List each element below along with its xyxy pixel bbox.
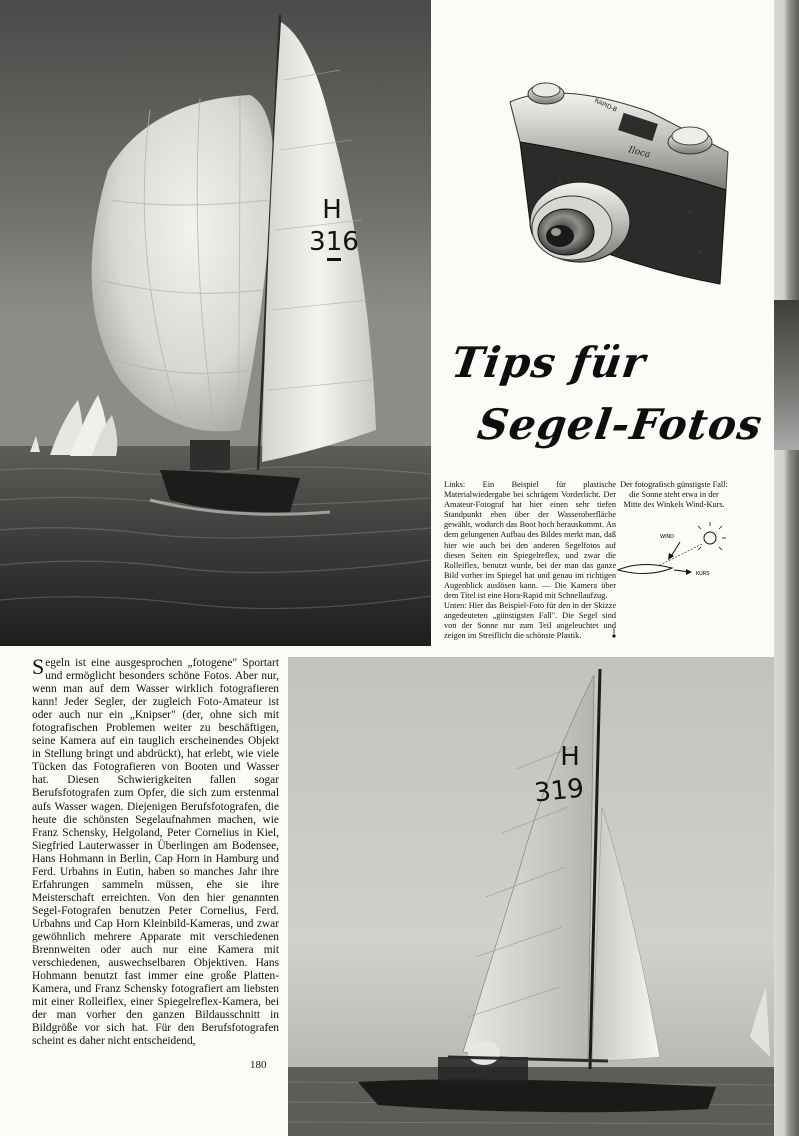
headline <box>442 338 772 456</box>
caption-right: Der fotografisch günstigste Fall: die Sonne steht etwa in der Mitte des Winkels Wind-Kurs. <box>620 480 728 510</box>
boat-outline-icon <box>618 564 672 573</box>
drop-cap: S <box>32 654 45 679</box>
headline-line-1: Tips für <box>448 338 650 387</box>
camera-brand: Iloca <box>627 145 652 161</box>
sail-number-top: 316 <box>309 227 359 257</box>
sail-number-letter-bottom: H <box>560 742 580 772</box>
photo-spinnaker-graphic <box>0 0 431 646</box>
photo-sailboat-graphic <box>288 657 774 1136</box>
sun-icon <box>698 522 726 550</box>
sail-number-bottom: 319 <box>532 773 586 809</box>
article-body <box>32 654 279 1048</box>
wind-label: WIND <box>660 534 675 540</box>
caption-left-para-2: Unten: Hier das Beispiel-Foto für den in der Skizze angedeuteten „günstigsten Fall". Die Segel sind von der Sonne nur zum Teil angeleuchtet und zeigen im Streiflicht die schönste Plastik. <box>444 601 616 641</box>
camera-graphic <box>500 72 736 292</box>
marker-icon <box>612 628 615 638</box>
wind-course-diagram <box>612 520 732 640</box>
caption-left <box>444 480 616 642</box>
photo-spinnaker-yacht <box>0 0 431 646</box>
sail-number-letter-top: H <box>322 195 342 225</box>
photo-sailboat-h319 <box>288 657 774 1136</box>
camera-model: RAPID-B <box>593 97 619 114</box>
article-body-text: egeln ist eine ausgesprochen „fotogene" Sportart und ermöglicht besonders schöne Fotos. Aber nur, wenn man auf dem Wasser wirklich fotografieren kann! Jeder Segler, der zugleich Foto-Amateur ist oder auch nur ein „Knipser" (der, ohne sich mit fotografischen Problemen weiter zu beschäftigen, seine Kamera auf ein tauglich erscheinendes Objekt in Stellung bringt und abdrückt), hat erlebt, wie viele Tücken das Fotografieren von Booten und Wasser hat. Diesen Schwierigkeiten fallen sogar Berufsfotografen zum Opfer, die sich zum erstenmal aufs Wasser wagen. Diejenigen Berufsfotografen, die heute die schönsten Segelaufnahmen machen, wie Franz Schensky, Helgoland, Peter Cornelius in Kiel, Siegfried Lauterwasser in Überlingen am Bodensee, Hans Hohmann in Berlin, Cap Horn in Hamburg und Ferd. Urbahns in Eutin, haben so manches Jahr ihre Erfahrungen sammeln müssen, ehe sie ihre Meisterschaft erreichten. Von den hier genannten Segel-Fotografen benutzen Peter Cornelius, Ferd. Urbahns und Cap Horn Kleinbild-Kameras, und zwar gewöhnlich mehrere Apparate mit verschiedenen Brennweiten oder auch nur eine Kamera mit verschiedenen, auswechselbaren Objektiven. Hans Hohmann benutzt fast immer eine große Platten-Kamera, und Franz Schensky fotografiert am liebsten mit einer Rolleiflex, einer Spiegelreflex-Kamera, bei der man vorher den ganzen Bildausschnitt in Bildgröße vor sich hat. Für den Berufsfotografen scheint es daher nicht entscheidend, <box>32 657 279 1048</box>
camera-illustration <box>500 72 736 292</box>
headline-line-2: Segel-Fotos <box>474 400 766 449</box>
caption-left-para-1: Links: Ein Beispiel für plastische Materialwiedergabe bei schrägem Vorderlicht. Der Amateur-Fotograf hat hier einen sehr tiefen Standpunkt eben über der Wasseroberfläche gewählt, wodurch das Boot hoch herauskommt. An dem gelungenen Aufbau des Bildes merkt man, daß hier wie auch bei den anderen Segelfotos auf diesen Seiten ein Spiegelreflex, und zwar die Rolleiflex, benutzt wurde, bei der man das ganze Bild vorher im Spiegel hat und genau im richtigen Augenblick auslösen kann. — Die Kamera über dem Titel ist eine Hora-Rapid mit Schnellaufzug. <box>444 480 616 601</box>
wind-course-graphic <box>612 520 732 640</box>
course-label: KURS <box>696 571 710 577</box>
adjacent-page-edge <box>774 0 799 1136</box>
page-number: 180 <box>250 1059 267 1071</box>
